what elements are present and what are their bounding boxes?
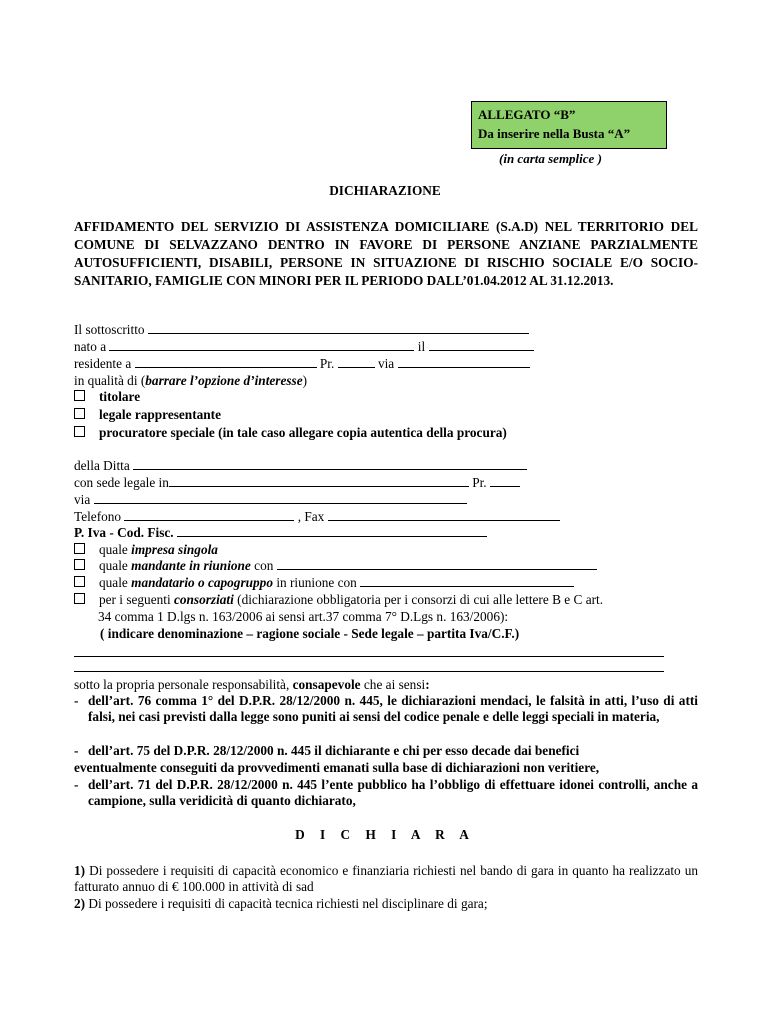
sottoscritto-label: Il sottoscritto [74, 322, 145, 337]
responsabilita-line [74, 677, 430, 693]
point-2 [74, 896, 698, 912]
residente-label: residente a [74, 356, 132, 371]
residente-via-field[interactable] [398, 356, 530, 368]
ditta-line [74, 458, 527, 474]
consorziati-blank-line-2[interactable] [74, 671, 664, 672]
option-legale-rappresentante [74, 407, 221, 423]
qualita-label: in qualità di ( [74, 373, 146, 388]
art75-continuation: eventualmente conseguiti da provvedimenti emanati sulla base di dichiarazioni non veritiere, [74, 760, 600, 775]
checkbox-mandante[interactable] [74, 559, 85, 570]
carta-semplice-note: (in carta semplice ) [499, 151, 602, 166]
point-1-number: 1) [74, 863, 86, 878]
consorziati-pre: per i seguenti [99, 592, 171, 607]
mandatario-label: mandatario o capogruppo [131, 575, 273, 590]
sottoscritto-line [74, 322, 529, 338]
consorziati-note-line2: 34 comma 1 D.lgs n. 163/2006 ai sensi art.37 comma 7° D.Lgs n. 163/2006): [98, 609, 509, 624]
piva-line [74, 525, 487, 541]
option-procuratore [74, 425, 507, 441]
allegato-box [471, 101, 667, 149]
piva-label: P. Iva - Cod. Fisc. [74, 525, 174, 540]
art75-item: - dell’art. 75 del D.P.R. 28/12/2000 n. 445 il dichiarante e chi per esso decade dai benefici [74, 743, 698, 759]
point-1-text: Di possedere i requisiti di capacità economico e finanziaria richiesti nel bando di gara in quanto ha realizzato un fatturato annuo di € 100.000 in attività di sad [74, 863, 698, 894]
qualita-close: ) [302, 373, 308, 388]
mandante-field[interactable] [277, 558, 597, 570]
checkbox-impresa-singola[interactable] [74, 543, 85, 554]
qualita-hint: barrare l’opzione d’interesse [145, 373, 303, 388]
residente-pr-label: Pr. [319, 356, 335, 371]
sottoscritto-field[interactable] [148, 322, 529, 334]
option-titolare [74, 389, 140, 405]
il-label: il [417, 339, 426, 354]
indicare-note: ( indicare denominazione – ragione sociale - Sede legale – partita Iva/C.F.) [100, 626, 520, 641]
ai-sensi-text: che ai sensi [363, 677, 426, 692]
telefono-label: Telefono [74, 509, 122, 524]
quale-label-3: quale [99, 575, 128, 590]
nato-line [74, 339, 534, 355]
allegato-subtitle: Da inserire nella Busta “A” [478, 126, 631, 141]
ditta-label: della Ditta [74, 458, 130, 473]
checkbox-mandatario[interactable] [74, 576, 85, 587]
option-procuratore-label: procuratore speciale (in tale caso allegare copia autentica della procura) [99, 425, 507, 440]
telefono-field[interactable] [124, 509, 294, 521]
sede-label: con sede legale in [74, 475, 169, 490]
nato-field[interactable] [109, 339, 414, 351]
residente-pr-field[interactable] [338, 356, 375, 368]
point-2-text: Di possedere i requisiti di capacità tecnica richiesti nel disciplinare di gara; [88, 896, 488, 911]
impresa-singola-option [74, 542, 218, 558]
consorziati-note: (dichiarazione obbligatoria per i consorzi di cui alle lettere B e C art. [237, 592, 604, 607]
ditta-via-field[interactable] [94, 492, 467, 504]
ditta-via-line [74, 492, 467, 508]
mandante-con-label: con [254, 558, 274, 573]
sede-field[interactable] [169, 475, 469, 487]
art71-item: - dell’art. 71 del D.P.R. 28/12/2000 n. 445 l’ente pubblico ha l’obbligo di effettuare idonei controlli, anche a campione, sulla veridicità di quanto dichiarato, [74, 777, 698, 808]
art76-text: dell’art. 76 comma 1° del D.P.R. 28/12/2000 n. 445, le dichiarazioni mendaci, le falsità in atti, l’uso di atti falsi, nei casi previsti dalla legge sono puniti ai sensi del codice penale e delle leggi speciali in materia, [88, 693, 698, 724]
sede-pr-field[interactable] [490, 475, 520, 487]
piva-field[interactable] [177, 525, 487, 537]
checkbox-consorziati[interactable] [74, 593, 85, 604]
mandante-option [74, 558, 597, 574]
sede-line [74, 475, 520, 491]
quale-label-2: quale [99, 558, 128, 573]
option-legale-label: legale rappresentante [99, 407, 221, 422]
ai-sensi-colon: : [425, 677, 430, 692]
document-title: DICHIARAZIONE [329, 183, 441, 198]
ditta-via-label: via [74, 492, 91, 507]
point-2-number: 2) [74, 896, 86, 911]
consorziati-blank-line-1[interactable] [74, 656, 664, 657]
nato-label: nato a [74, 339, 107, 354]
mandatario-option [74, 575, 574, 591]
telefono-line [74, 509, 560, 525]
qualita-line [74, 373, 307, 389]
mandante-label: mandante in riunione [131, 558, 251, 573]
ditta-field[interactable] [133, 458, 527, 470]
impresa-singola-label: impresa singola [131, 542, 218, 557]
fax-label: , Fax [297, 509, 325, 524]
consorziati-label: consorziati [173, 592, 234, 607]
mandatario-field[interactable] [360, 575, 574, 587]
consapevole-label: consapevole [292, 677, 361, 692]
residente-field[interactable] [135, 356, 317, 368]
residente-line [74, 356, 530, 372]
mandatario-con-label: in riunione con [276, 575, 357, 590]
point-1 [74, 863, 698, 895]
il-field[interactable] [429, 339, 534, 351]
fax-field[interactable] [328, 509, 560, 521]
art76-item: - dell’art. 76 comma 1° del D.P.R. 28/12/2000 n. 445, le dichiarazioni mendaci, le falsità in atti, l’uso di atti falsi, nei casi previsti dalla legge sono puniti ai sensi del codice penale e delle leggi speciali in materia, [74, 693, 698, 724]
checkbox-legale-rappresentante[interactable] [74, 408, 85, 419]
residente-via-label: via [377, 356, 395, 371]
responsabilita-text: sotto la propria personale responsabilità, [74, 677, 290, 692]
dichiara-heading: D I C H I A R A [295, 827, 475, 842]
art75-text: dell’art. 75 del D.P.R. 28/12/2000 n. 445 il dichiarante e chi per esso decade dai benefici [88, 743, 580, 758]
sede-pr-label: Pr. [472, 475, 487, 490]
option-titolare-label: titolare [99, 389, 141, 404]
quale-label-1: quale [99, 542, 128, 557]
art71-text: dell’art. 71 del D.P.R. 28/12/2000 n. 445 l’ente pubblico ha l’obbligo di effettuare idonei controlli, anche a campione, sulla veridicità di quanto dichiarato, [88, 777, 698, 808]
checkbox-procuratore[interactable] [74, 426, 85, 437]
checkbox-titolare[interactable] [74, 390, 85, 401]
consorziati-option [74, 592, 603, 608]
subject-paragraph: AFFIDAMENTO DEL SERVIZIO DI ASSISTENZA DOMICILIARE (S.A.D) NEL TERRITORIO DEL COMUNE DI SELVAZZANO DENTRO IN FAVORE DI PERSONE ANZIANE PARZIALMENTE AUTOSUFFICIENTI, DISABILI, PERSONE IN SITUAZIONE DI RISCHIO SOCIALE E/O SOCIO-SANITARIO, FAMIGLIE CON MINORI PER IL PERIODO DALL’01.04.2012 AL 31.12.2013. [74, 219, 698, 288]
allegato-title: ALLEGATO “B” [478, 107, 576, 122]
